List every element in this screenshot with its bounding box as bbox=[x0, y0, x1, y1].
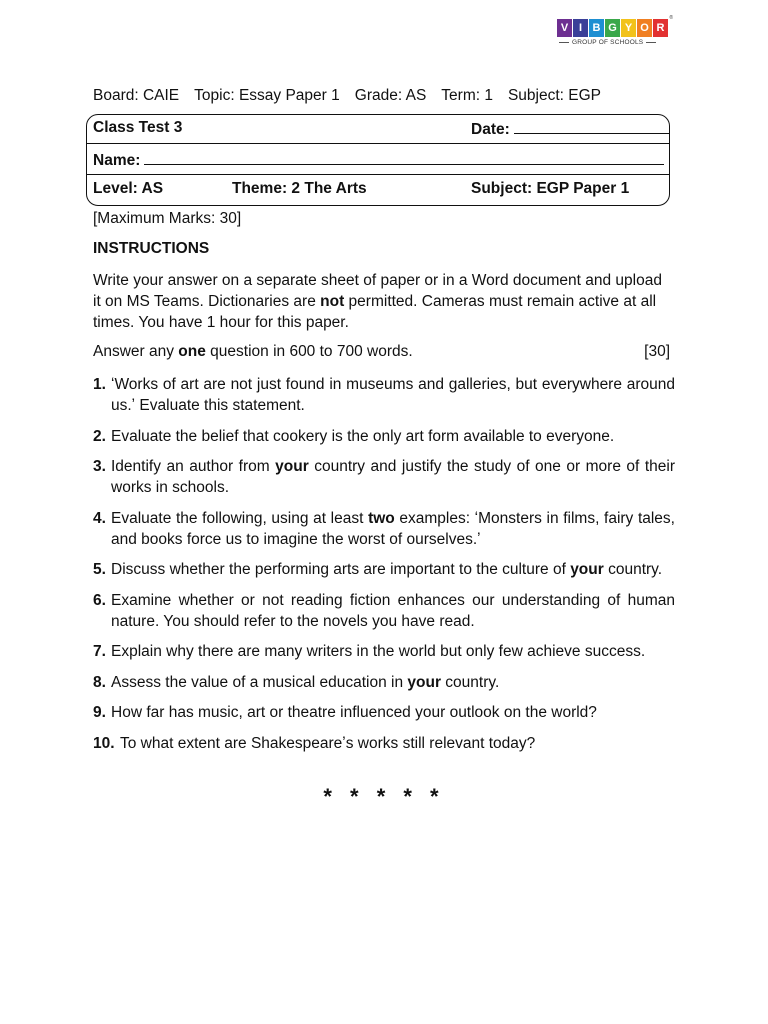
question-number: 9. bbox=[93, 704, 106, 721]
logo-letter: V bbox=[557, 19, 572, 37]
subject-label: Subject: EGP bbox=[507, 87, 602, 104]
total-marks: [30] bbox=[644, 343, 670, 360]
instructions-part1: Write your answer on a separate sheet of paper or in a Word document and upload it on MS Teams. Dictionaries are bbox=[93, 272, 662, 310]
question-item bbox=[93, 641, 675, 662]
question-number: 5. bbox=[93, 561, 106, 578]
question-text bbox=[111, 508, 675, 550]
date-blank[interactable] bbox=[514, 119, 669, 134]
question-text bbox=[111, 590, 675, 632]
topic-label: Topic: Essay Paper 1 bbox=[194, 87, 340, 104]
question-emphasis: two bbox=[368, 509, 395, 527]
paper-subject-label: Subject: EGP Paper 1 bbox=[471, 180, 630, 197]
question-item bbox=[93, 702, 675, 723]
term-label: Term: 1 bbox=[441, 87, 493, 104]
logo-trademark: ® bbox=[669, 15, 673, 21]
question-text bbox=[111, 456, 675, 498]
header-row-test bbox=[93, 119, 665, 137]
question-text-part: To what extent are Shakespeareʼs works still relevant today? bbox=[120, 734, 536, 752]
vibgyor-logo bbox=[557, 15, 675, 53]
question-item bbox=[93, 590, 675, 632]
question-text-part: country. bbox=[440, 673, 500, 691]
instructions-part2: permitted. Cameras must remain active at all times. You have 1 hour for this paper. bbox=[93, 293, 657, 331]
instructions-heading: INSTRUCTIONS bbox=[93, 240, 210, 257]
header-divider bbox=[87, 174, 669, 175]
question-text-part: Identify an author from bbox=[111, 458, 276, 475]
question-number: 2. bbox=[93, 427, 106, 445]
question-text-part: Assess the value of a musical education in bbox=[111, 673, 408, 691]
question-text-part: How far has music, art or theatre influenced your outlook on the world? bbox=[111, 704, 597, 721]
question-text-part: examples: ʻMonsters in films, fairy tales, and books force us to imagine the worst of ourselves.ʼ bbox=[111, 509, 675, 548]
question-text bbox=[111, 426, 675, 447]
question-number: 3. bbox=[93, 458, 106, 475]
question-text bbox=[111, 559, 675, 580]
class-test-title: Class Test 3 bbox=[93, 119, 183, 136]
test-header-box bbox=[86, 114, 670, 206]
level-label: Level: AS bbox=[93, 180, 164, 197]
answer-pre: Answer any bbox=[93, 343, 179, 360]
logo-tagline-text: GROUP OF SCHOOLS bbox=[572, 39, 644, 46]
logo-letter: R bbox=[653, 19, 668, 37]
date-field bbox=[471, 119, 669, 139]
logo-letter: O bbox=[637, 19, 652, 37]
instructions-bold: not bbox=[320, 293, 345, 310]
question-item bbox=[93, 374, 675, 416]
question-text-part: ʻWorks of art are not just found in museums and galleries, but everywhere around us.ʼ Evaluate this statement. bbox=[111, 376, 675, 414]
question-number: 10. bbox=[93, 734, 115, 752]
header-row-level bbox=[93, 180, 665, 198]
question-text-part: Explain why there are many writers in the world but only few achieve success. bbox=[111, 643, 646, 660]
header-row-name bbox=[93, 150, 664, 170]
question-text-part: country. bbox=[603, 561, 663, 578]
question-text bbox=[111, 641, 675, 662]
logo-letters bbox=[557, 19, 675, 37]
question-text bbox=[111, 702, 675, 723]
question-item bbox=[93, 426, 675, 447]
board-line bbox=[93, 87, 616, 105]
question-text-part: country and justify the study of one or more of their works in schools. bbox=[111, 458, 676, 496]
answer-post: question in 600 to 700 words. bbox=[205, 343, 413, 360]
theme-label: Theme: 2 The Arts bbox=[232, 180, 367, 197]
question-item bbox=[93, 733, 675, 754]
question-item bbox=[93, 559, 675, 580]
question-text-part: Discuss whether the performing arts are important to the culture of bbox=[111, 561, 571, 578]
question-emphasis: your bbox=[275, 458, 309, 475]
question-text-part: Evaluate the belief that cookery is the only art form available to everyone. bbox=[111, 427, 615, 445]
logo-letter: I bbox=[573, 19, 588, 37]
question-text bbox=[111, 672, 675, 693]
question-number: 7. bbox=[93, 643, 106, 660]
question-number: 4. bbox=[93, 509, 106, 527]
question-number: 1. bbox=[93, 376, 106, 393]
name-blank[interactable] bbox=[144, 150, 664, 165]
logo-tagline bbox=[557, 39, 675, 46]
question-list bbox=[93, 374, 675, 763]
question-item bbox=[93, 456, 675, 498]
answer-instruction bbox=[93, 343, 670, 361]
question-number: 8. bbox=[93, 673, 106, 691]
maximum-marks: [Maximum Marks: 30] bbox=[93, 210, 242, 227]
question-text-part: Examine whether or not reading fiction enhances our understanding of human nature. You should refer to the novels you have read. bbox=[111, 591, 675, 630]
name-label: Name: bbox=[93, 152, 141, 169]
question-item bbox=[93, 672, 675, 693]
grade-label: Grade: AS bbox=[354, 87, 427, 104]
logo-letter: B bbox=[589, 19, 604, 37]
question-emphasis: your bbox=[407, 673, 441, 691]
question-emphasis: your bbox=[570, 561, 604, 578]
question-text bbox=[120, 733, 675, 754]
header-divider bbox=[87, 143, 669, 144]
logo-letter: Y bbox=[621, 19, 636, 37]
question-number: 6. bbox=[93, 591, 106, 609]
end-marker: * * * * * bbox=[323, 784, 445, 809]
question-text bbox=[111, 374, 675, 416]
answer-bold: one bbox=[178, 343, 206, 360]
date-label: Date: bbox=[471, 121, 510, 138]
board-label: Board: CAIE bbox=[93, 87, 180, 104]
question-item bbox=[93, 508, 675, 550]
question-text-part: Evaluate the following, using at least bbox=[111, 509, 369, 527]
logo-letter: G bbox=[605, 19, 620, 37]
instructions-text bbox=[93, 270, 673, 333]
